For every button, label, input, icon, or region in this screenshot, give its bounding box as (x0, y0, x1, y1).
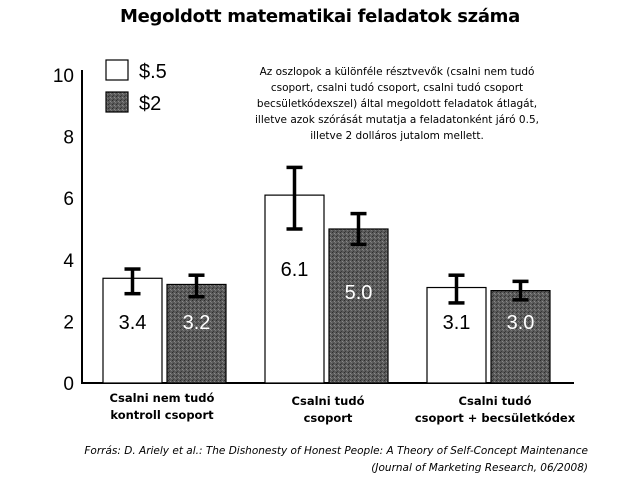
y-tick-label: 0 (63, 374, 74, 395)
y-tick-label: 4 (63, 250, 74, 272)
x-category-label: Csalni tudó csoport + becsületkódex (414, 394, 576, 425)
annotation-line: Az oszlopok a különféle résztvevők (csalni nem tudó (259, 66, 535, 78)
legend-swatch (106, 92, 128, 112)
data-label: 6.1 (280, 259, 309, 281)
source-line: Forrás: D. Ariely et al.: The Dishonesty of Honest People: A Theory of Self-Concept Maintenance (84, 445, 588, 457)
legend-entry: $2 (139, 93, 162, 115)
chart-title: Megoldott matematikai feladatok száma (120, 6, 520, 27)
data-label: 3.4 (118, 312, 147, 334)
x-category-label: Csalni nem tudó kontroll csoport (109, 391, 215, 422)
x-category-label: Csalni tudó csoport (291, 394, 365, 425)
y-tick-label: 6 (63, 189, 74, 211)
chart-annotation (252, 64, 542, 144)
y-tick-label: 10 (52, 66, 74, 87)
bar-two-dollar (491, 291, 550, 383)
data-label: 3.0 (506, 312, 535, 334)
legend-entry: $.5 (139, 61, 167, 83)
source-line: (Journal of Marketing Research, 06/2008) (371, 462, 588, 474)
data-label: 3.1 (442, 312, 471, 334)
annotation-line: illetve 2 dolláros jutalom mellett. (310, 130, 484, 142)
annotation-line: becsületkódexszel) által megoldott feladatok átlagát, (256, 98, 538, 110)
annotation-line: illetve azok szórását mutatja a feladatonként járó 0.5, (255, 114, 539, 126)
bar-two-dollar (329, 229, 388, 383)
legend-swatch (106, 60, 128, 80)
annotation-line: csoport, csalni tudó csoport, csalni tudó csoport (270, 82, 524, 94)
data-label: 3.2 (182, 312, 211, 334)
y-tick-label: 8 (63, 127, 74, 149)
y-tick-label: 2 (63, 312, 74, 334)
source-citation (84, 443, 588, 477)
data-label: 5.0 (344, 282, 373, 304)
